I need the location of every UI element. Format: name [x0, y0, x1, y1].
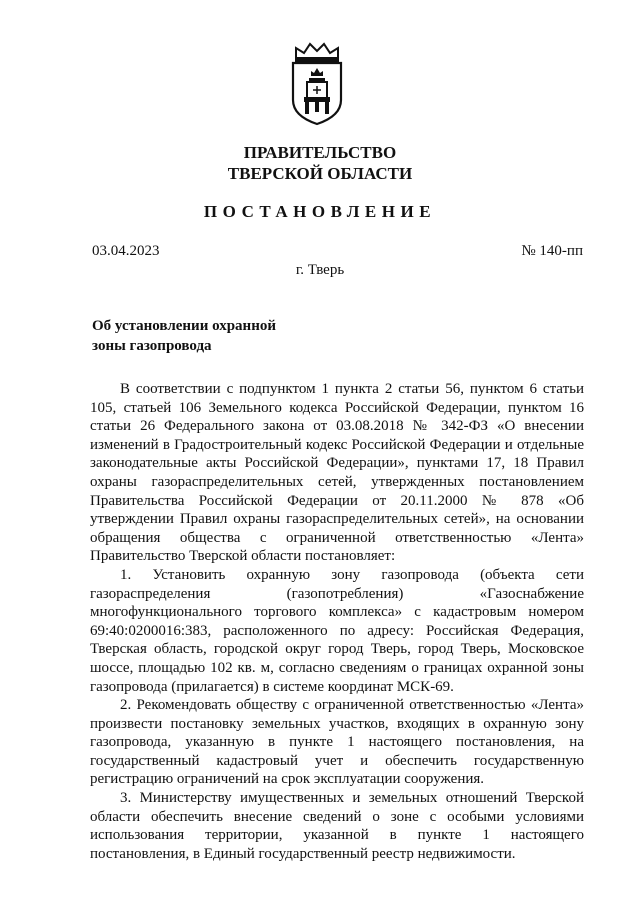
item-3-paragraph: 3. Министерству имущественных и земельных отношений Тверской области обеспечить внесение сведений о зоне с особыми условиями использования территории, указанной в пункте 1 настоящего постановления, в Единый государственный реестр недвижимости. — [90, 790, 584, 862]
item-2-paragraph: 2. Рекомендовать обществу с ограниченной ответственностью «Лента» произвести постановку земельных участков, входящих в охранную зону газопровода, указанную в пункте 1 настоящего постановления, на государственный кадастровый учет и обеспечить государственную регистрацию ограничений на срок эксплуатации сооружения. — [90, 697, 584, 788]
item-1-paragraph: 1. Установить охранную зону газопровода (объекта сети газораспределения (газопотребления) «Газоснабжение многофункционального торгового комплекса» с кадастровым номером 69:40:0200016:383, расположенного по адресу: Российская Федерация, Тверская область, городской округ город Тверь, город Тверь, Московское шоссе, площадью 102 кв. м, согласно сведениям о границах охранной зоны газопровода (прилагается) в системе координат МСК-69. — [90, 566, 584, 695]
subject-line1: Об установлении охранной — [92, 318, 276, 334]
government-title-line1: ПРАВИТЕЛЬСТВО — [243, 143, 397, 162]
document-body — [90, 380, 584, 863]
document-date: 03.04.2023 — [92, 243, 160, 259]
document-number: № 140-пп — [521, 243, 583, 259]
subject-line2: зоны газопровода — [92, 338, 212, 354]
document-subject — [92, 316, 352, 356]
document-type-title: ПОСТАНОВЛЕНИЕ — [203, 202, 437, 221]
tver-coat-of-arms-icon — [286, 42, 348, 126]
government-title-line2: ТВЕРСКОЙ ОБЛАСТИ — [227, 164, 413, 183]
intro-paragraph: В соответствии с подпунктом 1 пункта 2 статьи 56, пунктом 6 статьи 105, статьей 106 Земельного кодекса Российской Федерации, пунктом 16 статьи 26 Федерального закона от 03.08.2018 № 342-ФЗ «О внесении изменений в Градостроительный кодекс Российской Федерации и отдельные законодательные акты Российской Федерации», пунктами 17, 18 Правил охраны газораспределительных сетей, утвержденных постановлением Правительства Российской Федерации от 20.11.2000 № 878 «Об утверждении Правил охраны газораспределительных сетей», на основании обращения общества с ограниченной ответственностью «Лента» Правительство Тверской области постановляет: — [90, 381, 584, 565]
document-city: г. Тверь — [295, 262, 345, 278]
